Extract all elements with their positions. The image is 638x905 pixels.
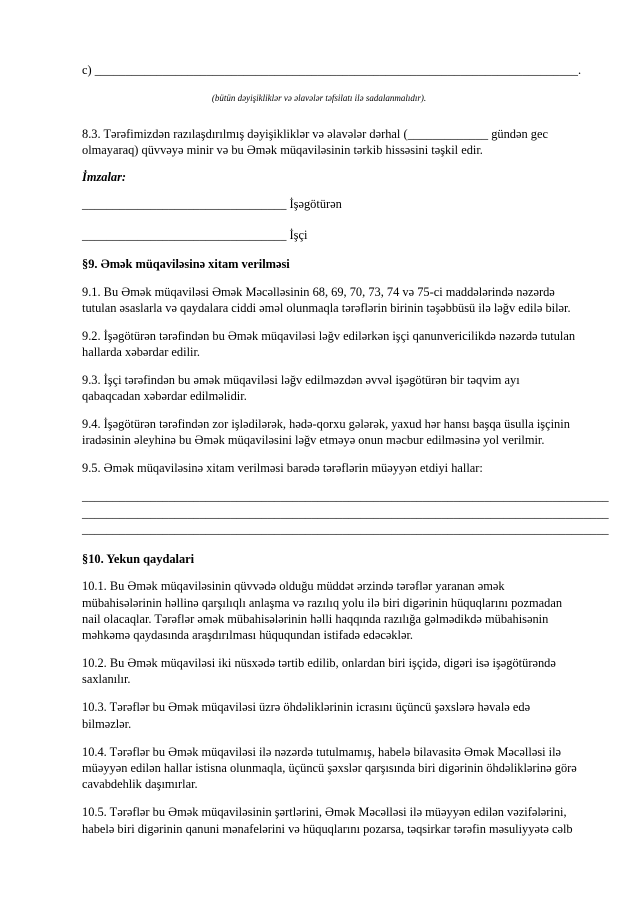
clause-10-4-line-2: müəyyən edilən hallar istisna olunmaqla, üçüncü şəxslər qarşısında biri digərinin öhdəliklərinə görə [82,761,577,775]
clause-10-2-line-2: saxlanılır. [82,672,131,686]
section-10-heading: §10. Yekun qaydalari [82,552,195,566]
clause-9-3-line-1: 9.3. İşçi tərəfindən bu əmək müqaviləsi ləğv edilməzdən əvvəl işəgötürən bir təqvim ayı [82,373,520,387]
blank-line-2: _____________________________________________________________________________________ [82,506,609,520]
clause-10-1-line-1: 10.1. Bu Əmək müqaviləsinin qüvvədə olduğu müddət ərzində tərəflər yaranan əmək [82,579,505,593]
employer-signature-line: _________________________________ İşəgötürən [82,197,342,211]
clause-10-1-line-3: nail olacaqlar. Tərəflər əmək mübahisələrinin həlli haqqında razılığa gəlmədikdə mübahisənin [82,612,549,626]
item-c-blank: c) ______________________________________________________________________________. [82,63,582,77]
clause-10-5-line-1: 10.5. Tərəflər bu Əmək müqaviləsinin şərtlərini, Əmək Məcəlləsi ilə müəyyən edilən vəzifələrini, [82,805,567,819]
employee-signature-line: _________________________________ İşçi [82,228,308,242]
clause-10-1-line-2: mübahisələrinin həllinə qarşılıqlı anlaşma və razılıq yolu ilə biri digərinin hüquqlarını pozmadan [82,596,563,610]
clause-9-4-line-1: 9.4. İşəgötürən tərəfindən zor işlədilərək, hədə-qorxu gələrək, yaxud hər hansı başqa üsulla işçinin [82,417,570,431]
clause-9-1-line-2: tutulan əsaslarla və qaydalara ciddi əməl olunmaqla tərəflərin birinin təşəbbüsü ilə ləğv edilə bilər. [82,301,571,315]
clause-10-5-line-2: habelə biri digərinin qanuni mənafelərini və hüquqlarını pozarsa, təqsirkar tərəfin məsuliyyətə cəlb [82,822,573,836]
section-9-heading: §9. Əmək müqaviləsinə xitam verilməsi [82,257,290,271]
clause-10-4-line-3: cavabdehlik daşımırlar. [82,777,198,791]
blank-line-1: _____________________________________________________________________________________ [82,489,609,503]
clause-10-3-line-2: bilməzlər. [82,717,132,731]
signatures-title: İmzalar: [82,170,127,184]
clause-8-3-line-2: olmayaraq) qüvvəyə minir və bu Əmək müqaviləsinin tərkib hissəsini təşkil edir. [82,143,483,157]
clause-9-2-line-2: hallarda xəbərdar edilir. [82,345,200,359]
clause-10-1-line-4: məhkəmə qaydasında araşdırılması hüququndan istifadə edəcəklər. [82,628,413,642]
clause-9-2-line-1: 9.2. İşəgötürən tərəfindən bu Əmək müqaviləsi ləğv edilərkən işçi qanunvericilikdə nəzərdə tutulan [82,329,576,343]
clause-9-4-line-2: iradəsinin əleyhinə bu Əmək müqaviləsini ləğv etməyə onun məcbur edilməsinə yol verilmir. [82,433,545,447]
instruction-note: (bütün dəyişikliklər və əlavələr təfsilatı ilə sadalanmalıdır). [211,93,427,103]
clause-9-3-line-2: qabaqcadan xəbərdar edilməlidir. [82,389,247,403]
blank-line-3: _____________________________________________________________________________________ [82,522,609,536]
clause-9-1-line-1: 9.1. Bu Əmək müqaviləsi Əmək Məcəlləsinin 68, 69, 70, 73, 74 və 75-ci maddələrində nəzərdə [82,285,555,299]
clause-10-4-line-1: 10.4. Tərəflər bu Əmək müqaviləsi ilə nəzərdə tutulmamış, habelə bilavasitə Əmək Məcəlləsi ilə [82,745,562,759]
clause-8-3-line-1: 8.3. Tərəfimizdən razılaşdırılmış dəyişikliklər və əlavələr dərhal (_____________ gündən gec [82,127,548,141]
clause-10-2-line-1: 10.2. Bu Əmək müqaviləsi iki nüsxədə tərtib edilib, onlardan biri işçidə, digəri isə işəgötürəndə [82,656,556,670]
clause-10-3-line-1: 10.3. Tərəflər bu Əmək müqaviləsi üzrə öhdəliklərinin icrasını üçüncü şəxslərə həvalə edə [82,700,531,714]
clause-9-5: 9.5. Əmək müqaviləsinə xitam verilməsi barədə tərəflərin müəyyən etdiyi hallar: [82,461,483,475]
